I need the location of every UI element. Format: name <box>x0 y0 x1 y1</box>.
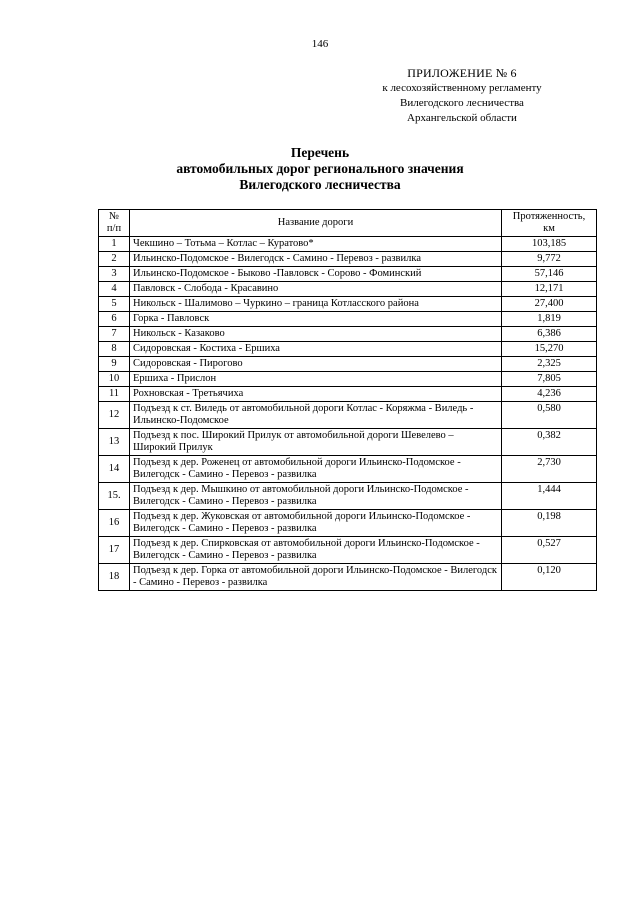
road-length: 6,386 <box>502 327 597 342</box>
row-number: 14 <box>99 456 130 483</box>
road-length: 0,198 <box>502 510 597 537</box>
road-name: Сидоровская - Костиха - Ершиха <box>130 342 502 357</box>
road-name: Ершиха - Прислон <box>130 372 502 387</box>
road-name: Чекшино – Тотьма – Котлас – Куратово* <box>130 237 502 252</box>
road-name: Горка - Павловск <box>130 312 502 327</box>
table-row <box>99 342 597 357</box>
road-name: Подъезд к дер. Мышкино от автомобильной дороги Ильинско-Подомское - Вилегодск - Самино - Перевоз - развилка <box>130 483 502 510</box>
road-name: Никольск - Казаково <box>130 327 502 342</box>
road-name: Подъезд к пос. Широкий Прилук от автомобильной дороги Шевелево – Широкий Прилук <box>130 429 502 456</box>
road-length: 15,270 <box>502 342 597 357</box>
road-length: 4,236 <box>502 387 597 402</box>
document-title <box>0 145 640 193</box>
road-name: Подъезд к дер. Жуковская от автомобильной дороги Ильинско-Подомское - Вилегодск - Самино - Перевоз - развилка <box>130 510 502 537</box>
row-number: 1 <box>99 237 130 252</box>
document-title-line: Вилегодского лесничества <box>239 177 401 192</box>
document-title-line: Перечень <box>290 145 350 160</box>
page-number: 146 <box>311 38 329 50</box>
appendix-line: к лесохозяйственному регламенту <box>382 82 542 94</box>
road-length: 9,772 <box>502 252 597 267</box>
table-row <box>99 267 597 282</box>
road-length: 27,400 <box>502 297 597 312</box>
road-name: Подъезд к дер. Горка от автомобильной дороги Ильинско-Подомское - Вилегодск - Самино - Перевоз - развилка <box>130 564 502 591</box>
appendix-title: ПРИЛОЖЕНИЕ № 6 <box>407 66 517 80</box>
document-title-line: автомобильных дорог регионального значения <box>176 161 464 176</box>
table-row <box>99 483 597 510</box>
appendix-block <box>332 66 592 126</box>
table-row <box>99 282 597 297</box>
header-road-name: Название дороги <box>130 210 502 237</box>
road-name: Ильинско-Подомское - Быково -Павловск - Сорово - Фоминский <box>130 267 502 282</box>
road-name: Подъезд к ст. Виледь от автомобильной дороги Котлас - Коряжма - Виледь - Ильинско-Подомское <box>130 402 502 429</box>
table-row <box>99 510 597 537</box>
road-length: 2,730 <box>502 456 597 483</box>
header-number-line: п/п <box>106 223 122 234</box>
road-length: 0,120 <box>502 564 597 591</box>
road-length: 0,580 <box>502 402 597 429</box>
table-row <box>99 402 597 429</box>
table-row <box>99 564 597 591</box>
road-name: Рохновская - Третьячиха <box>130 387 502 402</box>
header-length <box>502 210 597 237</box>
appendix-line: Вилегодского лесничества <box>400 97 524 109</box>
header-length-line: км <box>543 223 555 234</box>
table-row <box>99 372 597 387</box>
road-name: Сидоровская - Пирогово <box>130 357 502 372</box>
row-number: 3 <box>99 267 130 282</box>
table-row <box>99 456 597 483</box>
table-row <box>99 429 597 456</box>
row-number: 2 <box>99 252 130 267</box>
road-name: Павловск - Слобода - Красавино <box>130 282 502 297</box>
row-number: 11 <box>99 387 130 402</box>
row-number: 7 <box>99 327 130 342</box>
row-number: 8 <box>99 342 130 357</box>
road-length: 57,146 <box>502 267 597 282</box>
header-length-line: Протяженность, <box>512 211 586 222</box>
road-name: Подъезд к дер. Роженец от автомобильной дороги Ильинско-Подомское - Вилегодск - Самино - Перевоз - развилка <box>130 456 502 483</box>
road-length: 0,382 <box>502 429 597 456</box>
road-name: Ильинско-Подомское - Вилегодск - Самино - Перевоз - развилка <box>130 252 502 267</box>
row-number: 6 <box>99 312 130 327</box>
table-row <box>99 312 597 327</box>
table-header-row <box>99 210 597 237</box>
roads-table <box>98 209 597 591</box>
road-length: 12,171 <box>502 282 597 297</box>
row-number: 10 <box>99 372 130 387</box>
table-row <box>99 387 597 402</box>
table-row <box>99 252 597 267</box>
table-row <box>99 357 597 372</box>
table-row <box>99 297 597 312</box>
row-number: 15. <box>99 483 130 510</box>
road-length: 0,527 <box>502 537 597 564</box>
road-length: 7,805 <box>502 372 597 387</box>
table-body <box>99 237 597 591</box>
row-number: 4 <box>99 282 130 297</box>
road-length: 1,819 <box>502 312 597 327</box>
table-row <box>99 237 597 252</box>
row-number: 12 <box>99 402 130 429</box>
row-number: 9 <box>99 357 130 372</box>
row-number: 5 <box>99 297 130 312</box>
table-row <box>99 537 597 564</box>
row-number: 13 <box>99 429 130 456</box>
row-number: 16 <box>99 510 130 537</box>
row-number: 18 <box>99 564 130 591</box>
road-name: Подъезд к дер. Спирковская от автомобильной дороги Ильинско-Подомское - Вилегодск - Самино - Перевоз - развилка <box>130 537 502 564</box>
road-name: Никольск - Шалимово – Чуркино – граница Котласского района <box>130 297 502 312</box>
header-number-line: № <box>108 211 120 222</box>
row-number: 17 <box>99 537 130 564</box>
road-length: 2,325 <box>502 357 597 372</box>
road-length: 1,444 <box>502 483 597 510</box>
road-length: 103,185 <box>502 237 597 252</box>
appendix-line: Архангельской области <box>407 112 517 124</box>
table-row <box>99 327 597 342</box>
header-number <box>99 210 130 237</box>
